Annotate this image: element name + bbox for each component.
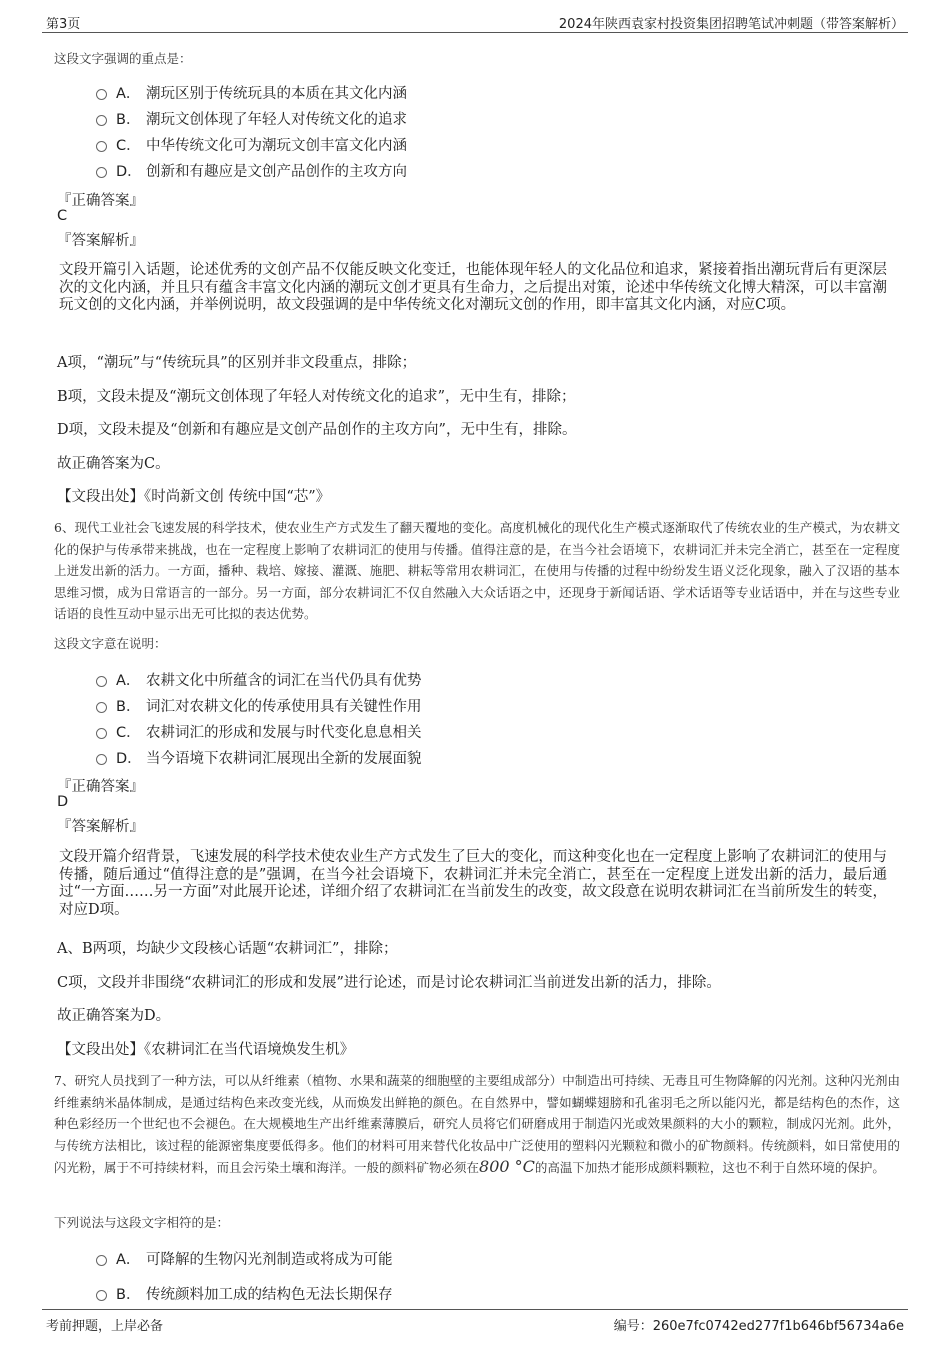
q5-option-a[interactable]: A． 潮玩区别于传统玩具的本质在其文化内涵 [96, 82, 407, 103]
q7-option-b[interactable]: B． 传统颜料加工成的结构色无法长期保存 [96, 1283, 393, 1304]
q6-option-a[interactable]: A． 农耕文化中所蕴含的词汇在当代仍具有优势 [96, 669, 422, 690]
option-text: 潮玩区别于传统玩具的本质在其文化内涵 [146, 86, 407, 102]
q7-option-a[interactable]: A． 可降解的生物闪光剂制造或将成为可能 [96, 1248, 393, 1269]
q5-option-c[interactable]: C． 中华传统文化可为潮玩文创丰富文化内涵 [96, 134, 407, 155]
q6-note-ab: A、B两项，均缺少文段核心话题“农耕词汇”，排除； [57, 941, 398, 957]
q6-answer: D [57, 794, 69, 810]
option-text: 潮玩文创体现了年轻人对传统文化的追求 [146, 112, 407, 128]
option-text: 传统颜料加工成的结构色无法长期保存 [146, 1287, 393, 1303]
option-text: 创新和有趣应是文创产品创作的主攻方向 [146, 164, 407, 180]
q5-note-b: B项，文段未提及“潮玩文创体现了年轻人对传统文化的追求”，无中生有，排除； [57, 389, 576, 405]
radio-icon[interactable] [96, 167, 107, 178]
q5-prompt: 这段文字强调的重点是： [54, 51, 192, 66]
option-text: 农耕词汇的形成和发展与时代变化息息相关 [146, 725, 422, 741]
q6-source: 【文段出处】《农耕词汇在当代语境焕发生机》 [57, 1042, 355, 1058]
radio-icon[interactable] [96, 1290, 107, 1301]
q6-answer-label: 『正确答案』 [57, 779, 144, 795]
q5-note-d: D项，文段未提及“创新和有趣应是文创产品创作的主攻方向”，无中生有，排除。 [57, 422, 577, 438]
option-text: 词汇对农耕文化的传承使用具有关键性作用 [146, 699, 422, 715]
radio-icon[interactable] [96, 702, 107, 713]
q6-option-c[interactable]: C． 农耕词汇的形成和发展与时代变化息息相关 [96, 721, 422, 742]
option-text: 当今语境下农耕词汇展现出全新的发展面貌 [146, 751, 422, 767]
document-code: 编号：260e7fc0742ed277f1b646bf56734a6e [613, 1319, 904, 1334]
page-footer [42, 1309, 908, 1334]
q6-conclusion: 故正确答案为D。 [57, 1008, 171, 1024]
radio-icon[interactable] [96, 676, 107, 687]
option-text: 可降解的生物闪光剂制造或将成为可能 [146, 1252, 393, 1268]
q6-analysis: 文段开篇介绍背景，飞速发展的科学技术使农业生产方式发生了巨大的变化，而这种变化也在一定程度上影响了农耕词汇的使用与传播，随后通过“值得注意的是”强调，在当今社会语境下，农耕词汇并未完全消亡，甚至在一定程度上迸发出新的活力，最后通过“一方面……另一方面”对此展开论述，详细介绍了农耕词汇在当前发生的改变，故文段意在说明农耕词汇在当前所发生的转变，对应D项。 [59, 849, 887, 918]
q7-stem: 7、研究人员找到了一种方法，可以从纤维素（植物、水果和蔬菜的细胞壁的主要组成部分）中制造出可持续、无毒且可生物降解的闪光剂。这种闪光剂由纤维素纳米晶体制成，是通过结构色来改变光线，从而焕发出鲜艳的颜色。在自然界中，譬如蝴蝶翅膀和孔雀羽毛之所以能闪光，都是结构色的杰作，这种色彩经历一个世纪也不会褪色。在大规模地生产出纤维素薄膜后，研究人员将它们研磨成用于制造闪光或效果颜料的大小的颗粒，制成闪光剂。此外，与传统方法相比，该过程的能源密集度要低得多。他们的材料可用来替代化妆品中广泛使用的塑料闪光颗粒和微小的矿物颜料。传统颜料，如日常使用的闪光粉，属于不可持续材料，而且会污染土壤和海洋。一般的颜料矿物必须在800 °C的高温下加热才能形成颜料颗粒，这也不利于自然环境的保护。 [54, 1073, 900, 1176]
page-number: 第3页 [46, 17, 81, 32]
q5-analysis-label: 『答案解析』 [57, 233, 144, 249]
radio-icon[interactable] [96, 89, 107, 100]
option-text: 中华传统文化可为潮玩文创丰富文化内涵 [146, 138, 407, 154]
q5-source: 【文段出处】《时尚新文创 传统中国“芯”》 [57, 489, 331, 505]
radio-icon[interactable] [96, 115, 107, 126]
document-title: 2024年陕西袁家村投资集团招聘笔试冲刺题（带答案解析） [558, 17, 904, 32]
q5-note-a: A项，“潮玩”与“传统玩具”的区别并非文段重点，排除； [57, 355, 417, 371]
radio-icon[interactable] [96, 728, 107, 739]
q5-option-b[interactable]: B． 潮玩文创体现了年轻人对传统文化的追求 [96, 108, 407, 129]
temperature-value: 800 °C [479, 1157, 535, 1176]
radio-icon[interactable] [96, 754, 107, 765]
footer-slogan: 考前押题，上岸必备 [46, 1319, 164, 1334]
q5-option-d[interactable]: D． 创新和有趣应是文创产品创作的主攻方向 [96, 160, 407, 181]
q5-conclusion: 故正确答案为C。 [57, 456, 170, 472]
q6-option-b[interactable]: B． 词汇对农耕文化的传承使用具有关键性作用 [96, 695, 422, 716]
q6-stem: 6、现代工业社会飞速发展的科学技术，使农业生产方式发生了翻天覆地的变化。高度机械化的现代化生产模式逐渐取代了传统农业的生产模式，为农耕文化的保护与传承带来挑战，也在一定程度上影响了农耕词汇的使用与传播。值得注意的是，在当今社会语境下，农耕词汇并未完全消亡，甚至在一定程度上迸发出新的活力。一方面，播种、栽培、嫁接、灌溉、施肥、耕耘等常用农耕词汇，在使用与传播的过程中纷纷发生语义泛化现象，融入了汉语的基本思维习惯，成为日常语言的一部分。另一方面，部分农耕词汇不仅自然融入大众话语之中，还现身于新闻话语、学术话语等专业话语中，并在与这些专业话语的良性互动中显示出无可比拟的表达优势。 [54, 520, 900, 621]
q6-prompt: 这段文字意在说明： [54, 636, 167, 651]
q6-option-d[interactable]: D． 当今语境下农耕词汇展现出全新的发展面貌 [96, 747, 422, 768]
radio-icon[interactable] [96, 1255, 107, 1266]
q5-answer: C [57, 208, 68, 224]
page-header [42, 10, 908, 33]
option-text: 农耕文化中所蕴含的词汇在当代仍具有优势 [146, 673, 422, 689]
q5-answer-label: 『正确答案』 [57, 193, 144, 209]
q6-analysis-label: 『答案解析』 [57, 819, 144, 835]
q6-note-c: C项，文段并非围绕“农耕词汇的形成和发展”进行论述，而是讨论农耕词汇当前迸发出新的活力，排除。 [57, 975, 721, 991]
q7-prompt: 下列说法与这段文字相符的是： [54, 1215, 230, 1230]
q5-analysis: 文段开篇引入话题，论述优秀的文创产品不仅能反映文化变迁，也能体现年轻人的文化品位和追求，紧接着指出潮玩背后有更深层次的文化内涵，并且只有蕴含丰富文化内涵的潮玩文创才更具有生命力，之后提出对策，论述中华传统文化博大精深，可以丰富潮玩文创的文化内涵，并举例说明，故文段强调的是中华传统文化对潮玩文创的作用，即丰富其文化内涵，对应C项。 [59, 262, 887, 313]
radio-icon[interactable] [96, 141, 107, 152]
